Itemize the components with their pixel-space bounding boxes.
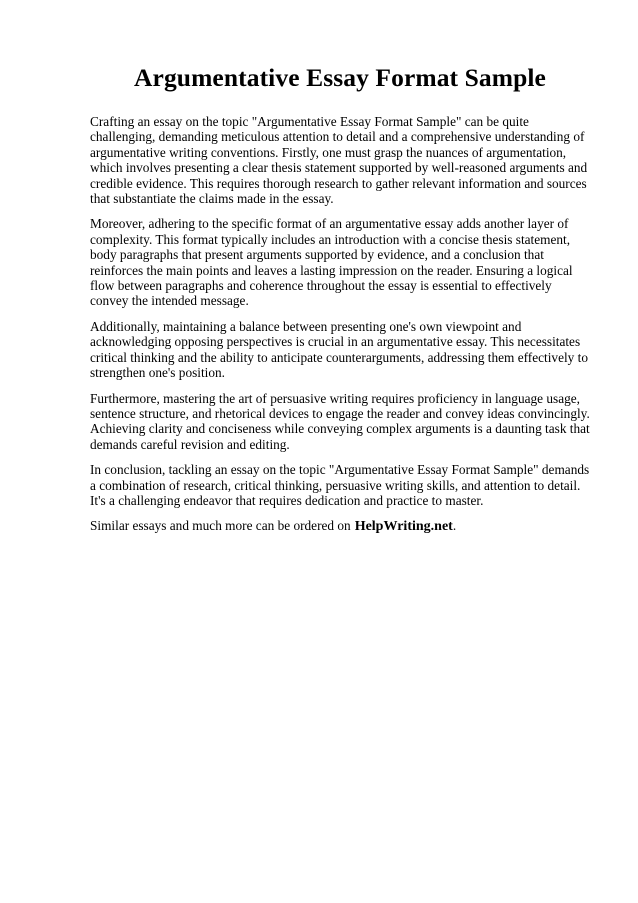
document-page <box>90 0 590 535</box>
helpwriting-link[interactable]: HelpWriting.net <box>354 519 453 535</box>
footer-line <box>90 518 590 535</box>
paragraph-2: Moreover, adhering to the specific format of an argumentative essay adds another layer of complexity. This format typically includes an introduction with a concise thesis statement, body paragraphs that present arguments supported by evidence, and a conclusion that reinforces the main points and leaves a lasting impression on the reader. Ensuring a logical flow between paragraphs and coherence throughout the essay is essential to effectively convey the intended message. <box>90 216 573 309</box>
paragraph-5: In conclusion, tackling an essay on the topic "Argumentative Essay Format Sample" demands a combination of research, critical thinking, persuasive writing skills, and attention to detail. It's a challenging endeavor that requires dedication and practice to master. <box>90 462 590 508</box>
paragraph-4: Furthermore, mastering the art of persuasive writing requires proficiency in language usage, sentence structure, and rhetorical devices to engage the reader and convey ideas convincingly. Achieving clarity and conciseness while conveying complex arguments is a daunting task that demands careful revision and editing. <box>90 390 590 452</box>
footer-text: Similar essays and much more can be ordered on <box>90 518 351 534</box>
paragraph-1: Crafting an essay on the topic "Argumentative Essay Format Sample" can be quite challenging, demanding meticulous attention to detail and a comprehensive understanding of argumentative writing conventions. Firstly, one must grasp the nuances of argumentation, which involves presenting a clear thesis statement supported by well-reasoned arguments and credible evidence. This requires thorough research to gather relevant information and sources that substantiate the claims made in the essay. <box>90 114 588 207</box>
paragraph-3: Additionally, maintaining a balance between presenting one's own viewpoint and acknowledging opposing perspectives is crucial in an argumentative essay. This necessitates critical thinking and the ability to anticipate counterarguments, addressing them effectively to strengthen one's position. <box>90 318 588 381</box>
page-title: Argumentative Essay Format Sample <box>134 63 546 92</box>
essay-body <box>90 114 590 535</box>
footer-suffix: . <box>452 518 457 534</box>
